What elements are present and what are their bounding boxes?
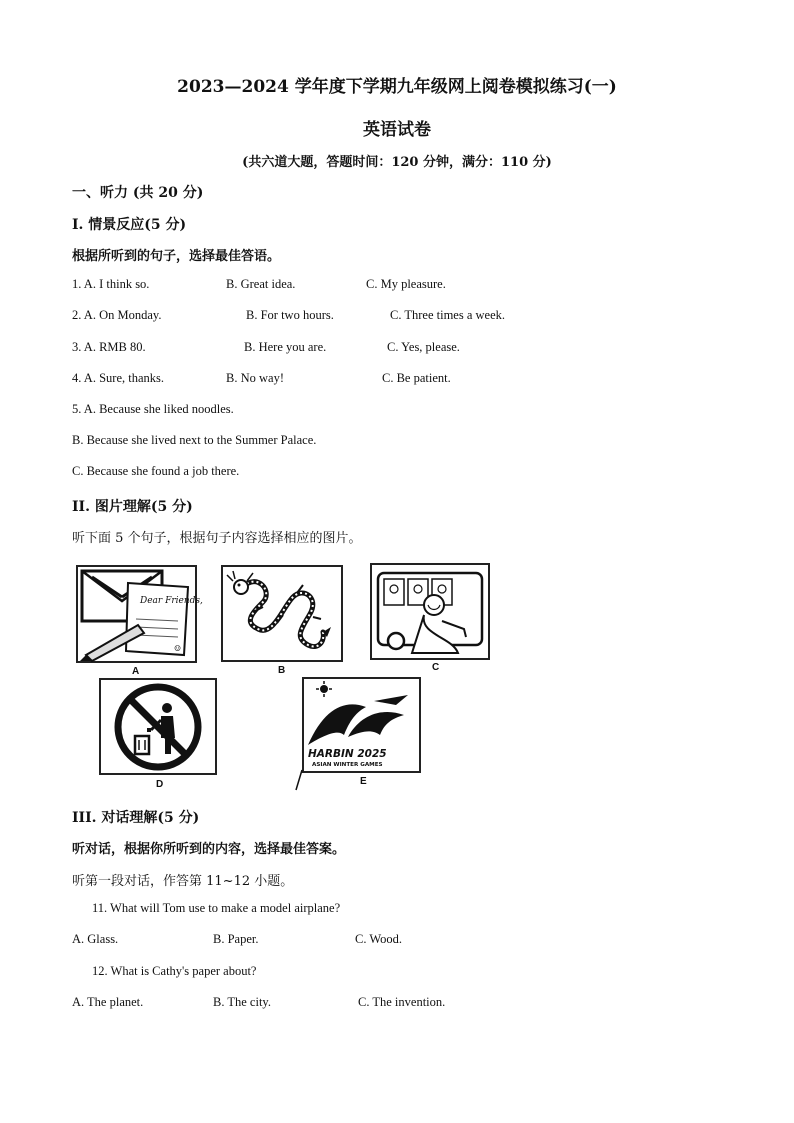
picture-d: [99, 678, 217, 775]
exam-title: 2023—2024 学年度下学期九年级网上阅卷模拟练习(一): [177, 77, 617, 97]
q12-stem: 12. What is Cathy's paper about?: [92, 964, 257, 978]
svg-text:ASIAN WINTER GAMES: ASIAN WINTER GAMES: [312, 762, 383, 768]
q11-option-a: A. Glass.: [72, 932, 119, 946]
picture-c: [370, 563, 490, 660]
picture-a: [76, 565, 203, 663]
scan-mark-line: [294, 770, 304, 792]
exam-note: (共六道大题，答题时间：120 分钟，满分：110 分): [242, 155, 552, 170]
q5-option-b: B. Because she lived next to the Summer Palace.: [72, 433, 317, 447]
q11-option-c: C. Wood.: [355, 932, 403, 946]
no-littering-sign-icon: [101, 680, 215, 773]
part3-heading: III. 对话理解(5 分): [72, 810, 200, 826]
section-heading-listening: 一、听力 (共 20 分): [72, 185, 204, 201]
q1-option-b: B. Great idea.: [226, 277, 296, 291]
part2-heading: II. 图片理解(5 分): [72, 499, 193, 515]
picture-a-label: A: [132, 666, 140, 677]
svg-text:Dear Friends,: Dear Friends,: [140, 596, 203, 606]
q1-option-c: C. My pleasure.: [366, 277, 446, 291]
harbin-2025-logo-icon: [304, 679, 419, 771]
picture-b: [221, 565, 343, 662]
part1-instruction: 根据所听到的句子，选择最佳答语。: [72, 249, 281, 264]
svg-text:☺: ☺: [174, 644, 182, 653]
bus-with-old-man-icon: [372, 565, 488, 658]
q2-option-a: 2. A. On Monday.: [72, 308, 162, 322]
q11-stem: 11. What will Tom use to make a model airplane?: [92, 901, 341, 915]
picture-e-label: E: [360, 776, 367, 787]
q12-option-b: B. The city.: [213, 995, 271, 1009]
q12-option-a: A. The planet.: [72, 995, 144, 1009]
q3-option-a: 3. A. RMB 80.: [72, 340, 146, 354]
q5-option-a: 5. A. Because she liked noodles.: [72, 402, 234, 416]
q4-option-c: C. Be patient.: [382, 371, 451, 385]
q4-option-b: B. No way!: [226, 371, 284, 385]
picture-b-label: B: [278, 665, 286, 676]
part1-heading: I. 情景反应(5 分): [72, 217, 187, 233]
q11-option-b: B. Paper.: [213, 932, 259, 946]
picture-e: [302, 677, 421, 773]
q3-option-c: C. Yes, please.: [387, 340, 460, 354]
part2-instruction: 听下面 5 个句子，根据句子内容选择相应的图片。: [72, 531, 362, 546]
q2-option-c: C. Three times a week.: [390, 308, 506, 322]
part3-sub-instruction: 听第一段对话，作答第 11~12 小题。: [72, 874, 294, 889]
q4-option-a: 4. A. Sure, thanks.: [72, 371, 165, 385]
q12-option-c: C. The invention.: [358, 995, 446, 1009]
q3-option-b: B. Here you are.: [244, 340, 327, 354]
q2-option-b: B. For two hours.: [246, 308, 334, 322]
q1-option-a: 1. A. I think so.: [72, 277, 150, 291]
letter-envelope-icon: [78, 567, 203, 661]
picture-c-label: C: [432, 662, 440, 673]
exam-subject: 英语试卷: [363, 120, 431, 140]
q5-option-c: C. Because she found a job there.: [72, 464, 240, 478]
svg-text:HARBIN 2025: HARBIN 2025: [308, 748, 387, 760]
chinese-dragon-icon: [223, 567, 341, 660]
picture-d-label: D: [156, 779, 164, 790]
part3-instruction: 听对话，根据你所听到的内容，选择最佳答案。: [72, 842, 346, 857]
